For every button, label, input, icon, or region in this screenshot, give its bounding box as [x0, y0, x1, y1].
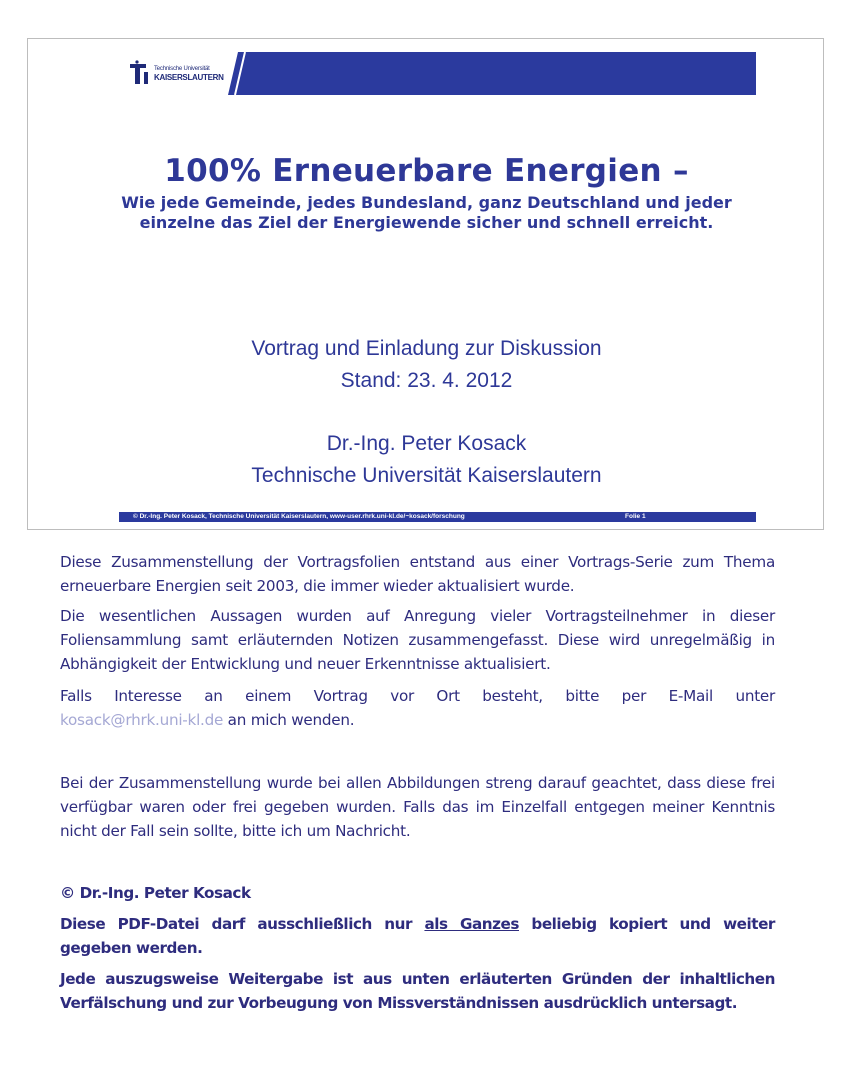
slide-subtitle: Wie jede Gemeinde, jedes Bundesland, ganz Deutschland und jeder einzelne das Ziel der Energiewende sicher und schnell erreicht. — [121, 193, 732, 232]
contact-line: Falls Interesse an einem Vortrag vor Ort besteht, bitte per E-Mail unter — [60, 687, 775, 705]
university-line: Technische Universität Kaiserslautern — [251, 464, 602, 487]
footer-copyright: © Dr.-Ing. Peter Kosack, Technische Universität Kaiserslautern, www-user.rhrk.uni-kl.de/~kosack/forschung — [133, 513, 465, 520]
title-slide — [27, 38, 824, 530]
talk-line: Vortrag und Einladung zur Diskussion — [251, 337, 602, 360]
slide-footer — [119, 512, 756, 522]
restriction-paragraph: Jede auszugsweise Weitergabe ist aus unten erläuterten Gründen der inhaltlichen Verfälschung und zur Vorbeugung von Missverständnissen ausdrücklich untersagt. — [60, 970, 775, 1012]
summary-paragraph: Die wesentlichen Aussagen wurden auf Anregung vieler Vortragsteilnehmer in dieser Foliensammlung samt erläuternden Notizen zusammengefasst. Diese wird unregelmäßig in Abhängigkeit der Entwicklung und neuer Erkenntnisse aktualisiert. — [60, 607, 775, 673]
logo-text-lower: KAISERSLAUTERN — [154, 73, 224, 82]
contact-paragraph — [60, 684, 775, 732]
slide-title: 100% Erneuerbare Energien – — [164, 153, 689, 189]
university-logo — [128, 60, 228, 88]
footer-page-number: Folie 1 — [625, 513, 646, 520]
logo-text-upper: Technische Universität — [154, 66, 210, 72]
usage-end: beliebig kopiert und weiter gegeben werden. — [60, 915, 775, 957]
contact-end: an mich wenden. — [223, 711, 355, 729]
email-link[interactable]: kosack@rhrk.uni-kl.de — [60, 711, 224, 729]
usage-start: Diese PDF-Datei darf ausschließlich nur — [60, 915, 425, 933]
contact-line-2 — [60, 708, 775, 732]
header-banner — [228, 52, 756, 95]
copyright-heading: © Dr.-Ing. Peter Kosack — [60, 884, 251, 902]
usage-underlined: als Ganzes — [424, 915, 519, 933]
usage-paragraph — [60, 912, 775, 960]
author-line: Dr.-Ing. Peter Kosack — [326, 432, 527, 455]
image-rights-paragraph: Bei der Zusammenstellung wurde bei allen Abbildungen streng darauf geachtet, dass diese frei verfügbar waren oder frei gegeben wurden. Falls das im Einzelfall entgegen meiner Kenntnis nicht der Fall sein sollte, bitte ich um Nachricht. — [60, 774, 775, 840]
date-line: Stand: 23. 4. 2012 — [340, 369, 513, 392]
intro-paragraph: Diese Zusammenstellung der Vortragsfolien entstand aus einer Vortrags-Serie zum Thema erneuerbare Energien seit 2003, die immer wieder aktualisiert wurde. — [60, 553, 775, 595]
logo-mark-icon — [128, 60, 150, 86]
